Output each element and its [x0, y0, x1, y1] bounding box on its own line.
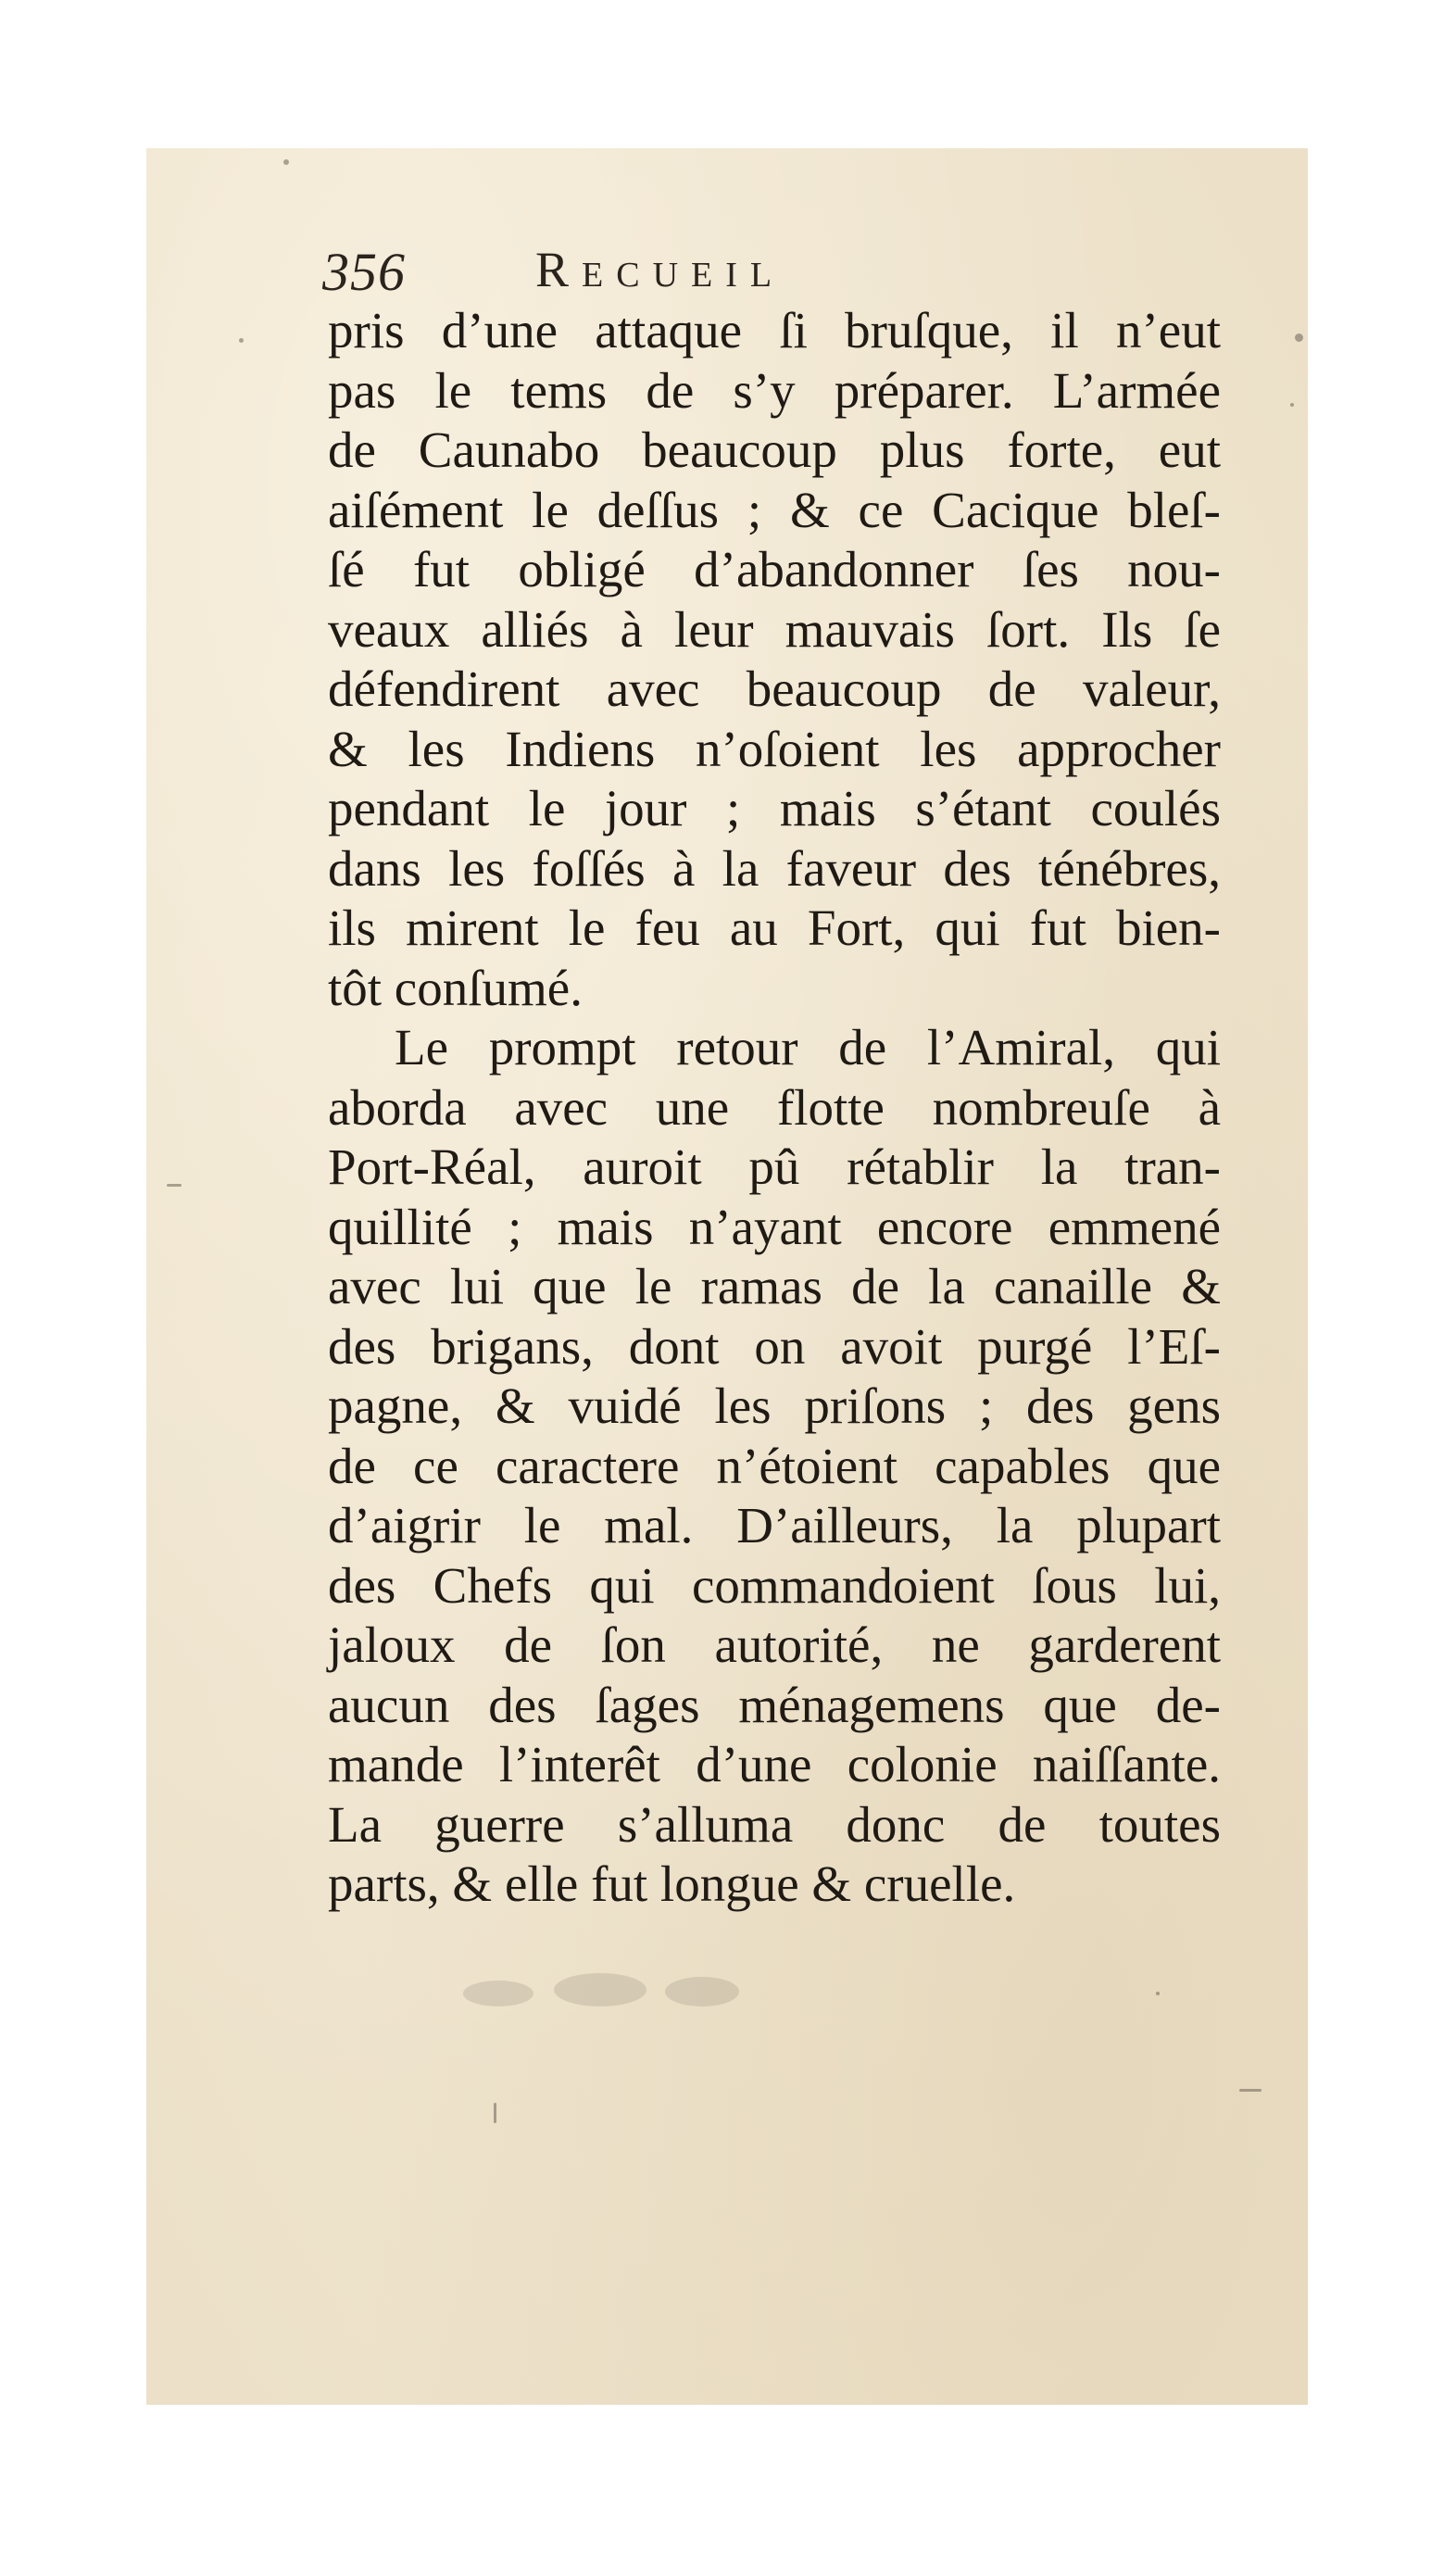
text-line: aucun des ſages ménagemens que de-: [328, 1676, 1221, 1733]
page-number: 356: [322, 242, 406, 302]
text-line: tôt conſumé.: [328, 959, 583, 1016]
running-head: Recueil: [535, 242, 785, 297]
text-line: des brigans, dont on avoit purgé l’Eſ-: [328, 1317, 1221, 1375]
text-line: ils mirent le feu au Fort, qui fut bien-: [328, 899, 1221, 956]
text-line: de ce caractere n’étoient capables que: [328, 1437, 1221, 1494]
text-line: aiſément le deſſus ; & ce Cacique bleſ-: [328, 481, 1221, 538]
text-line: parts, & elle fut longue & cruelle.: [328, 1855, 1016, 1912]
text-line: d’aigrir le mal. D’ailleurs, la plupart: [328, 1497, 1221, 1553]
paper-speck: [494, 2103, 496, 2123]
text-line: & les Indiens n’oſoient les approcher: [328, 720, 1221, 777]
paper-speck: [1156, 1992, 1160, 1995]
paper-speck: [1239, 2089, 1261, 2092]
text-line: pris d’une attaque ſi bruſque, il n’eut: [328, 302, 1221, 358]
text-line: Le prompt retour de l’Amiral, qui: [395, 1019, 1221, 1075]
text-line: dans les foſſés à la faveur des ténébres,: [328, 839, 1221, 897]
text-line: quillité ; mais n’ayant encore emmené: [328, 1198, 1221, 1255]
paragraph-1: [328, 301, 1221, 1018]
text-line: aborda avec une flotte nombreuſe à: [328, 1078, 1221, 1136]
paper-speck: [167, 1184, 182, 1187]
text-line: jaloux de ſon autorité, ne garderent: [328, 1616, 1221, 1673]
text-line: pendant le jour ; mais s’étant coulés: [328, 780, 1221, 836]
text-line: défendirent avec beaucoup de valeur,: [328, 660, 1221, 717]
body-text: [328, 301, 1221, 1915]
text-line: ſé fut obligé d’abandonner ſes nou-: [328, 541, 1221, 597]
bleed-through-mark: [443, 1964, 758, 2019]
text-line: pas le tems de s’y préparer. L’armée: [328, 361, 1221, 419]
text-line: Port-Réal, auroit pû rétablir la tran-: [328, 1138, 1221, 1195]
text-line: mande l’interêt d’une colonie naiſſante.: [328, 1736, 1221, 1792]
text-line: des Chefs qui commandoient ſous lui,: [328, 1556, 1221, 1614]
bleed-through-shape: [443, 1964, 758, 2019]
text-line: veaux alliés à leur mauvais ſort. Ils ſe: [328, 600, 1221, 658]
text-line: avec lui que le ramas de la canaille &: [328, 1258, 1221, 1314]
book-page: [146, 148, 1308, 2405]
text-line: La guerre s’alluma donc de toutes: [328, 1795, 1221, 1853]
paper-speck: [1290, 403, 1294, 407]
paper-speck: [283, 159, 289, 165]
paper-speck: [239, 338, 244, 343]
paragraph-2: [328, 1018, 1221, 1915]
text-line: pagne, & vuidé les priſons ; des gens: [328, 1377, 1221, 1434]
text-line: de Caunabo beaucoup plus forte, eut: [328, 421, 1221, 478]
paper-speck: [1295, 333, 1303, 342]
